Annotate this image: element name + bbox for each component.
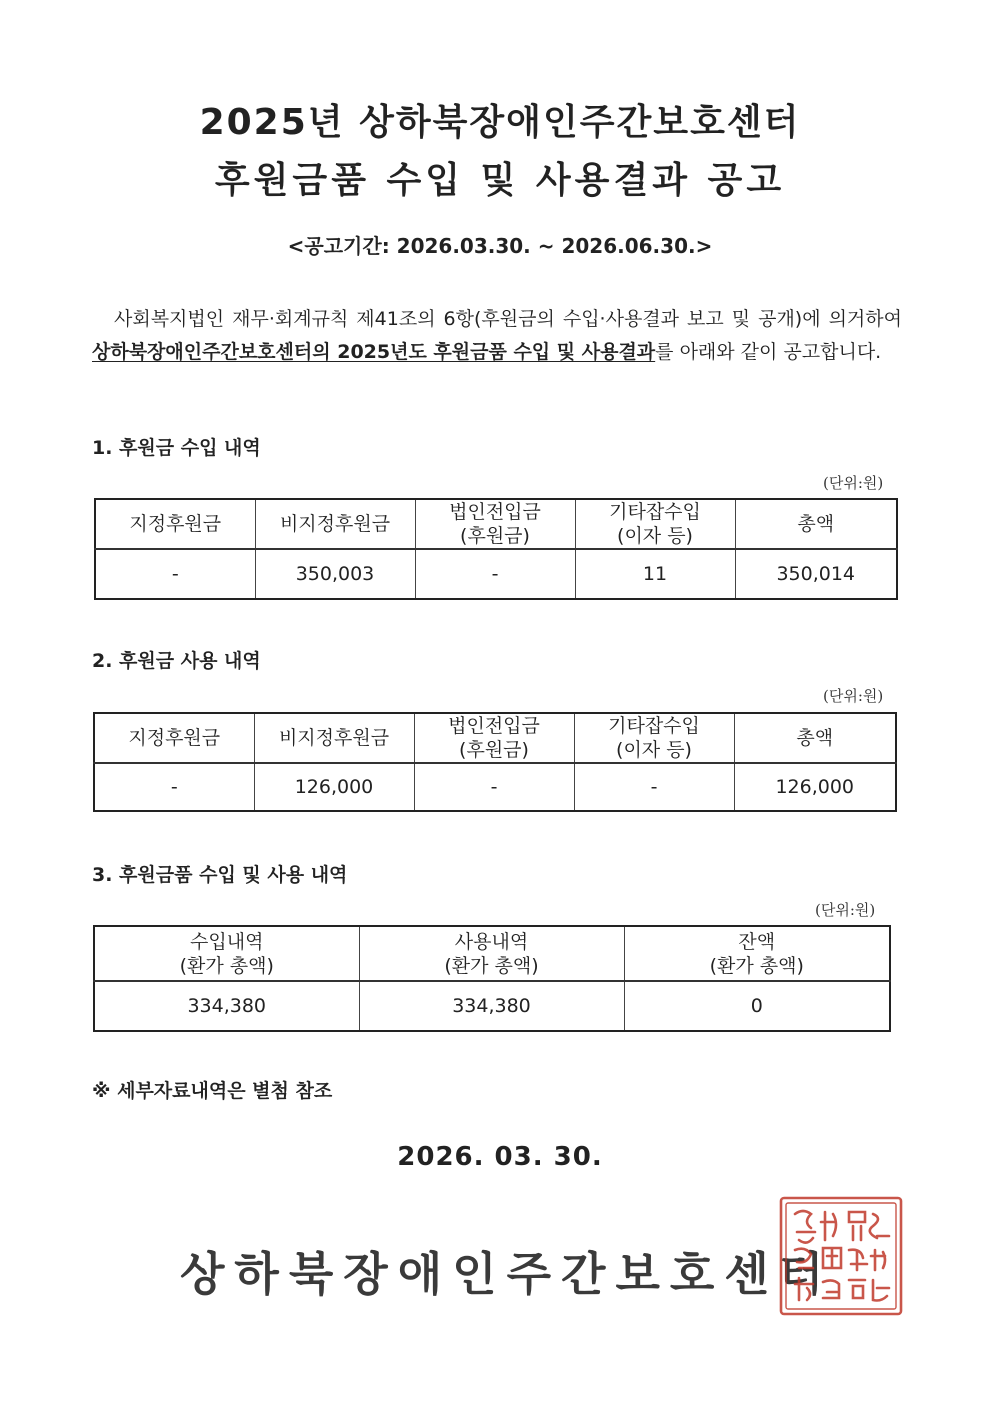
income-table	[94, 498, 898, 600]
usage-table	[93, 712, 897, 812]
document-title-line2: 후원금품 수입 및 사용결과 공고	[214, 160, 786, 201]
section1-title: 1. 후원금 수입 내역	[92, 437, 261, 459]
usage-header-cell: 기타잡수입 (이자 등)	[574, 713, 734, 763]
goods-header-cell: 잔액 (환가 총액)	[624, 926, 890, 981]
attachment-note: ※ 세부자료내역은 별첨 참조	[92, 1080, 333, 1102]
income-header-cell: 법인전입금 (후원금)	[415, 499, 575, 549]
income-value-cell: -	[95, 549, 255, 599]
income-value-cell: 350,014	[735, 549, 897, 599]
goods-value-cell: 334,380	[359, 981, 624, 1031]
income-header-cell: 총액	[735, 499, 897, 549]
organization-name: 상하북장애인주간보호센터	[180, 1247, 834, 1301]
usage-header-cell: 비지정후원금	[254, 713, 414, 763]
income-header-cell: 지정후원금	[95, 499, 255, 549]
intro-text-underlined: 상하북장애인주간보호센터의 2025년도 후원금품 수입 및 사용결과	[92, 341, 656, 363]
intro-text-part2: 를 아래와 같이 공고합니다.	[655, 341, 882, 363]
income-value-cell: -	[415, 549, 575, 599]
usage-value-cell: -	[94, 763, 254, 811]
usage-value-cell: 126,000	[734, 763, 896, 811]
income-header-cell: 기타잡수입 (이자 등)	[575, 499, 735, 549]
section2-title: 2. 후원금 사용 내역	[92, 650, 261, 672]
income-value-cell: 11	[575, 549, 735, 599]
section3-unit: (단위:원)	[815, 901, 876, 919]
intro-text-part1: 사회복지법인 재무·회계규칙 제41조의 6항(후원금의 수입·사용결과 보고 및 공개)에 의거하여	[114, 308, 902, 330]
notice-date: 2026. 03. 30.	[397, 1142, 603, 1172]
document-title-line1: 2025년 상하북장애인주간보호센터	[199, 102, 801, 143]
official-seal-stamp	[777, 1192, 905, 1320]
usage-header-cell: 지정후원금	[94, 713, 254, 763]
goods-header-cell: 수입내역 (환가 총액)	[94, 926, 359, 981]
income-value-cell: 350,003	[255, 549, 415, 599]
usage-value-cell: -	[414, 763, 574, 811]
goods-header-cell: 사용내역 (환가 총액)	[359, 926, 624, 981]
usage-header-cell: 법인전입금 (후원금)	[414, 713, 574, 763]
usage-value-cell: -	[574, 763, 734, 811]
section3-title: 3. 후원금품 수입 및 사용 내역	[92, 864, 348, 886]
goods-value-cell: 334,380	[94, 981, 359, 1031]
section1-unit: (단위:원)	[823, 474, 884, 492]
intro-paragraph	[92, 303, 902, 369]
notice-period: <공고기간: 2026.03.30. ~ 2026.06.30.>	[287, 234, 713, 258]
goods-table	[93, 925, 891, 1032]
section2-unit: (단위:원)	[823, 687, 884, 705]
goods-value-cell: 0	[624, 981, 890, 1031]
usage-value-cell: 126,000	[254, 763, 414, 811]
income-header-cell: 비지정후원금	[255, 499, 415, 549]
usage-header-cell: 총액	[734, 713, 896, 763]
